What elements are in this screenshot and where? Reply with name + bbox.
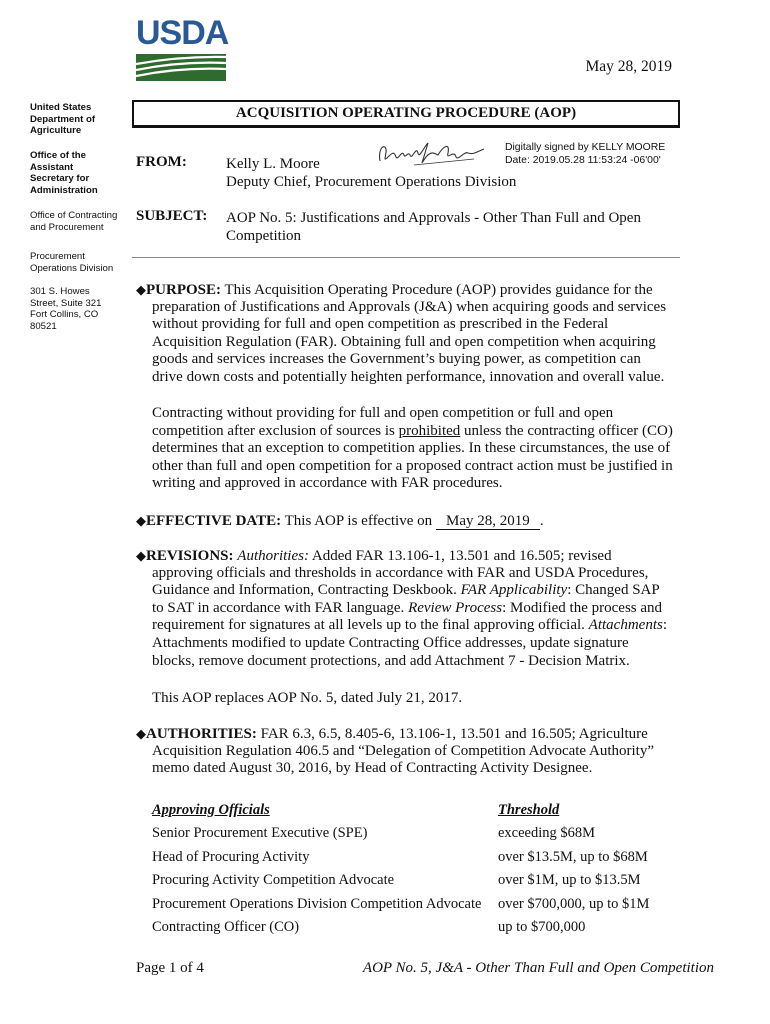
replaces-note: This AOP replaces AOP No. 5, dated July 21, 2017. [152, 690, 463, 706]
revisions-section: ◆REVISIONS: Authorities: Added FAR 13.106-1, 13.501 and 16.505; revised [136, 548, 612, 564]
subject-line-1: AOP No. 5: Justifications and Approvals - Other Than Full and Open [226, 210, 641, 226]
table-row: Contracting Officer (CO) up to $700,000 [152, 919, 586, 935]
subject-line-2: Competition [226, 228, 301, 244]
table-row: Procuring Activity Competition Advocate over $1M, up to $13.5M [152, 872, 641, 888]
purpose-paragraph-2: Contracting without providing for full and open competition or full and open competition after exclusion of sources is prohibited unless the contracting officer (CO) determines that an exception to competition applies. In these circumstances, the use of other than full and open competition for a proposed contract action must be justified in writing and approved in accordance with FAR procedures. [152, 405, 673, 492]
usda-field-icon [136, 54, 226, 81]
sidebar-contracting: Office of Contracting and Procurement [30, 210, 118, 233]
from-position: Deputy Chief, Procurement Operations Division [226, 174, 517, 190]
revisions-text: approving officials and thresholds in accordance with FAR and USDA Procedures, Guidance and Information, Contracting Deskbook. FAR Applicability: Changed SAP to SAT in accordance with FAR language. Review Process: Modified the process and requirement for signatures at all levels up to the final approving official. Attachments: Attachments modified to update Contracting Office addresses, update signature blocks, remove document protections, and add Attachment 7 - Decision Matrix. [152, 564, 667, 669]
authorities-text: Acquisition Regulation 406.5 and “Delegation of Competition Advocate Authority” memo dated August 30, 2016, by Head of Contracting Activity Designee. [152, 742, 654, 777]
sidebar-division: Procurement Operations Division [30, 251, 114, 274]
page-number: Page 1 of 4 [136, 960, 204, 976]
prohibited-emphasis: prohibited [398, 422, 461, 439]
col-header-threshold: Threshold [498, 802, 560, 818]
footer-document-title: AOP No. 5, J&A - Other Than Full and Open Competition [362, 960, 714, 976]
effective-date-value: May 28, 2019 [436, 513, 540, 530]
table-row: Head of Procuring Activity over $13.5M, up to $68M [152, 848, 648, 865]
from-name: Kelly L. Moore [226, 156, 320, 172]
handwritten-signature [374, 139, 496, 169]
usda-logo [136, 14, 229, 82]
purpose-section: ◆PURPOSE: This Acquisition Operating Procedure (AOP) provides guidance for the [136, 282, 653, 298]
col-header-officials: Approving Officials [152, 802, 270, 818]
subject-label: SUBJECT: [136, 208, 208, 224]
table-row: Senior Procurement Executive (SPE) exceeding $68M [152, 825, 596, 841]
diamond-bullet-icon: ◆ [136, 548, 146, 563]
sidebar-address: 301 S. Howes Street, Suite 321 Fort Collins, CO 80521 [30, 286, 102, 332]
authorities-section: ◆AUTHORITIES: FAR 6.3, 6.5, 8.405-6, 13.106-1, 13.501 and 16.505; Agriculture [136, 726, 648, 742]
diamond-bullet-icon: ◆ [136, 726, 146, 741]
sidebar-department: United States Department of Agriculture [30, 102, 96, 137]
purpose-text: preparation of Justifications and Approvals (J&A) when acquiring goods and services without providing for full and open competition as prescribed in the Federal Acquisition Regulation (FAR). Obtaining full and open competition when acquiring goods and services increases the Government’s buying power, as competition can drive down costs and potentially heighten performance, innovation and overall value. [152, 298, 667, 385]
document-date: May 28, 2019 [585, 58, 672, 75]
divider [132, 257, 680, 258]
table-header [152, 802, 652, 820]
digital-signature-stamp: Digitally signed by KELLY MOORE Date: 2019.05.28 11:53:24 -06'00' [505, 142, 666, 166]
from-label: FROM: [136, 154, 187, 170]
diamond-bullet-icon: ◆ [136, 513, 146, 528]
sidebar-office: Office of the Assistant Secretary for Administration [30, 150, 98, 196]
effective-date-section: ◆EFFECTIVE DATE: This AOP is effective on May 28, 2019 . [136, 513, 544, 529]
table-row: Procurement Operations Division Competition Advocate over $700,000, up to $1M [152, 895, 650, 912]
usda-logo-text: USDA [136, 14, 229, 52]
diamond-bullet-icon: ◆ [136, 282, 146, 297]
document-title: ACQUISITION OPERATING PROCEDURE (AOP) [132, 100, 680, 128]
